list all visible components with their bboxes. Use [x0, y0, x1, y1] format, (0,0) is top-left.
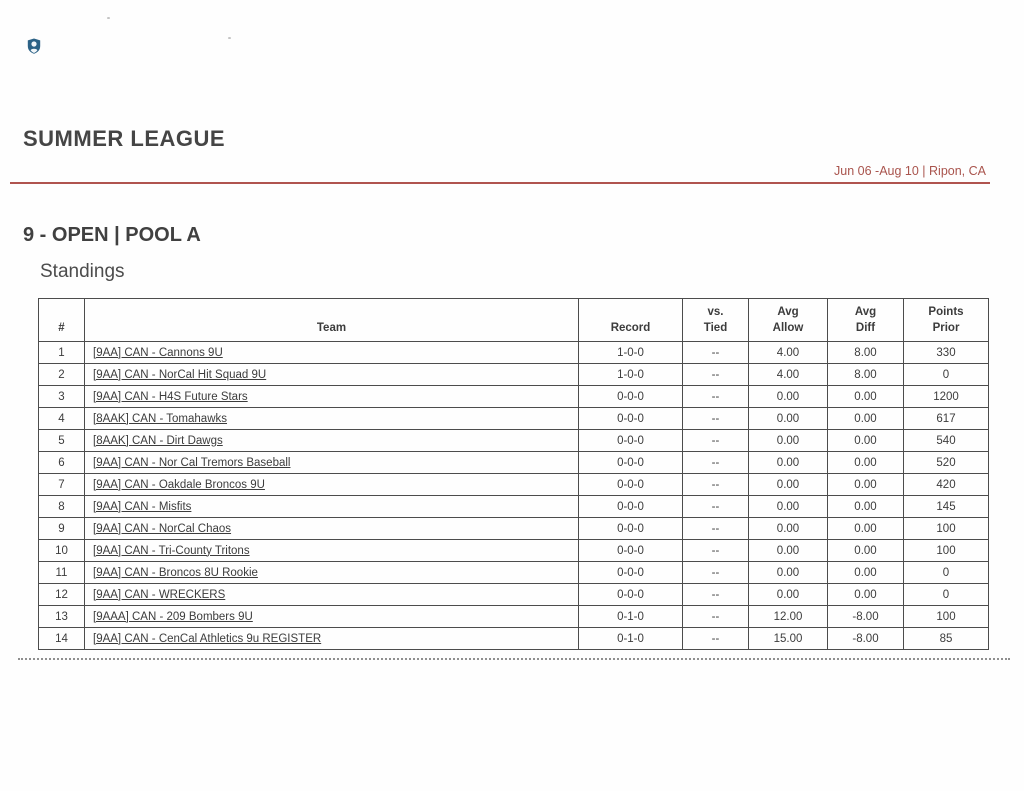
page-title: SUMMER LEAGUE [23, 126, 226, 151]
cell-team [85, 540, 579, 562]
cell-record: 0-0-0 [579, 430, 683, 452]
cell-avg_allow: 0.00 [749, 540, 828, 562]
cell-avg_diff: -8.00 [828, 606, 904, 628]
section-title: 9 - OPEN | POOL A [23, 224, 201, 246]
column-header-record: Record [579, 299, 683, 342]
cell-avg_diff: 0.00 [828, 540, 904, 562]
standings-heading: Standings [40, 261, 125, 282]
cell-avg_allow: 0.00 [749, 518, 828, 540]
team-link[interactable]: [9AA] CAN - Cannons 9U [93, 346, 223, 359]
table-row [39, 540, 989, 562]
cell-avg_diff: 0.00 [828, 562, 904, 584]
cell-team [85, 496, 579, 518]
cell-points_prior: 0 [904, 584, 989, 606]
date-location-text: Jun 06 -Aug 10 | Ripon, CA [834, 164, 986, 178]
cell-team [85, 474, 579, 496]
cell-rank: 5 [39, 430, 85, 452]
cell-avg_diff: 0.00 [828, 474, 904, 496]
cell-tied: -- [683, 386, 749, 408]
cell-record: 0-0-0 [579, 584, 683, 606]
cell-team [85, 342, 579, 364]
cell-team [85, 562, 579, 584]
standings-table-header [39, 299, 989, 342]
cell-record: 0-0-0 [579, 452, 683, 474]
cell-record: 1-0-0 [579, 342, 683, 364]
cell-avg_diff: 0.00 [828, 386, 904, 408]
cell-tied: -- [683, 496, 749, 518]
cell-tied: -- [683, 430, 749, 452]
column-header-points_prior: Points Prior [904, 299, 989, 342]
cell-tied: -- [683, 606, 749, 628]
cell-avg_allow: 4.00 [749, 342, 828, 364]
cell-points_prior: 617 [904, 408, 989, 430]
cell-points_prior: 420 [904, 474, 989, 496]
table-row [39, 518, 989, 540]
table-row [39, 452, 989, 474]
cell-avg_diff: -8.00 [828, 628, 904, 650]
cell-record: 0-0-0 [579, 408, 683, 430]
cell-record: 0-0-0 [579, 386, 683, 408]
team-link[interactable]: [9AA] CAN - Broncos 8U Rookie [93, 566, 258, 579]
cell-record: 0-0-0 [579, 540, 683, 562]
cell-rank: 11 [39, 562, 85, 584]
footer-dotted-divider [18, 658, 1010, 660]
scan-speck [107, 17, 110, 19]
cell-rank: 9 [39, 518, 85, 540]
cell-rank: 7 [39, 474, 85, 496]
cell-team [85, 386, 579, 408]
cell-team [85, 364, 579, 386]
cell-record: 0-1-0 [579, 628, 683, 650]
team-link[interactable]: [9AA] CAN - WRECKERS [93, 588, 226, 601]
team-link[interactable]: [8AAK] CAN - Dirt Dawgs [93, 434, 223, 447]
cell-avg_diff: 0.00 [828, 584, 904, 606]
cell-rank: 14 [39, 628, 85, 650]
cell-rank: 10 [39, 540, 85, 562]
cell-record: 0-0-0 [579, 518, 683, 540]
team-link[interactable]: [9AA] CAN - NorCal Chaos [93, 522, 232, 535]
column-header-team: Team [85, 299, 579, 342]
team-link[interactable]: [9AA] CAN - H4S Future Stars [93, 390, 248, 403]
cell-record: 0-0-0 [579, 474, 683, 496]
cell-rank: 6 [39, 452, 85, 474]
cell-avg_allow: 0.00 [749, 584, 828, 606]
cell-avg_allow: 12.00 [749, 606, 828, 628]
cell-avg_diff: 0.00 [828, 408, 904, 430]
cell-avg_allow: 15.00 [749, 628, 828, 650]
cell-tied: -- [683, 452, 749, 474]
cell-team [85, 408, 579, 430]
cell-rank: 13 [39, 606, 85, 628]
cell-record: 0-1-0 [579, 606, 683, 628]
cell-record: 1-0-0 [579, 364, 683, 386]
cell-rank: 4 [39, 408, 85, 430]
cell-tied: -- [683, 562, 749, 584]
cell-avg_diff: 0.00 [828, 430, 904, 452]
cell-avg_allow: 0.00 [749, 408, 828, 430]
column-header-avg_allow: Avg Allow [749, 299, 828, 342]
table-row [39, 606, 989, 628]
cell-avg_diff: 0.00 [828, 496, 904, 518]
cell-team [85, 606, 579, 628]
standings-table [38, 298, 989, 650]
cell-rank: 1 [39, 342, 85, 364]
cell-points_prior: 1200 [904, 386, 989, 408]
cell-points_prior: 330 [904, 342, 989, 364]
cell-tied: -- [683, 474, 749, 496]
cell-points_prior: 540 [904, 430, 989, 452]
cell-rank: 8 [39, 496, 85, 518]
table-row [39, 408, 989, 430]
cell-avg_allow: 0.00 [749, 474, 828, 496]
cell-rank: 2 [39, 364, 85, 386]
table-row [39, 584, 989, 606]
team-link[interactable]: [9AA] CAN - Tri-County Tritons [93, 544, 250, 557]
table-row [39, 386, 989, 408]
team-link[interactable]: [9AA] CAN - Oakdale Broncos 9U [93, 478, 265, 491]
scan-speck [228, 37, 231, 39]
table-row [39, 364, 989, 386]
team-link[interactable]: [8AAK] CAN - Tomahawks [93, 412, 228, 425]
cell-record: 0-0-0 [579, 562, 683, 584]
cell-avg_allow: 0.00 [749, 430, 828, 452]
cell-avg_diff: 8.00 [828, 364, 904, 386]
cell-points_prior: 145 [904, 496, 989, 518]
team-link[interactable]: [9AAA] CAN - 209 Bombers 9U [93, 610, 253, 623]
cell-avg_allow: 4.00 [749, 364, 828, 386]
table-row [39, 430, 989, 452]
cell-points_prior: 100 [904, 606, 989, 628]
cell-tied: -- [683, 518, 749, 540]
table-row [39, 496, 989, 518]
cell-tied: -- [683, 584, 749, 606]
cell-team [85, 584, 579, 606]
cell-points_prior: 85 [904, 628, 989, 650]
team-link[interactable]: [9AA] CAN - Misfits [93, 500, 192, 513]
cell-tied: -- [683, 628, 749, 650]
cell-rank: 12 [39, 584, 85, 606]
cell-avg_allow: 0.00 [749, 452, 828, 474]
cell-team [85, 518, 579, 540]
cell-team [85, 628, 579, 650]
cell-avg_allow: 0.00 [749, 386, 828, 408]
table-row [39, 474, 989, 496]
cell-points_prior: 0 [904, 364, 989, 386]
table-row [39, 562, 989, 584]
cell-tied: -- [683, 408, 749, 430]
cell-points_prior: 100 [904, 518, 989, 540]
cell-points_prior: 100 [904, 540, 989, 562]
cell-avg_allow: 0.00 [749, 562, 828, 584]
team-link[interactable]: [9AA] CAN - Nor Cal Tremors Baseball [93, 456, 291, 469]
cell-team [85, 430, 579, 452]
cell-tied: -- [683, 364, 749, 386]
cell-avg_allow: 0.00 [749, 496, 828, 518]
team-link[interactable]: [9AA] CAN - CenCal Athletics 9u REGISTER [93, 632, 322, 645]
team-link[interactable]: [9AA] CAN - NorCal Hit Squad 9U [93, 368, 267, 381]
table-row [39, 342, 989, 364]
cell-avg_diff: 0.00 [828, 452, 904, 474]
header-divider-rule [10, 182, 990, 184]
table-row [39, 628, 989, 650]
cell-team [85, 452, 579, 474]
cell-avg_diff: 8.00 [828, 342, 904, 364]
cell-tied: -- [683, 342, 749, 364]
shield-icon [27, 38, 41, 54]
column-header-rank: # [39, 299, 85, 342]
cell-avg_diff: 0.00 [828, 518, 904, 540]
cell-points_prior: 520 [904, 452, 989, 474]
cell-record: 0-0-0 [579, 496, 683, 518]
cell-points_prior: 0 [904, 562, 989, 584]
column-header-tied: vs. Tied [683, 299, 749, 342]
cell-tied: -- [683, 540, 749, 562]
column-header-avg_diff: Avg Diff [828, 299, 904, 342]
cell-rank: 3 [39, 386, 85, 408]
